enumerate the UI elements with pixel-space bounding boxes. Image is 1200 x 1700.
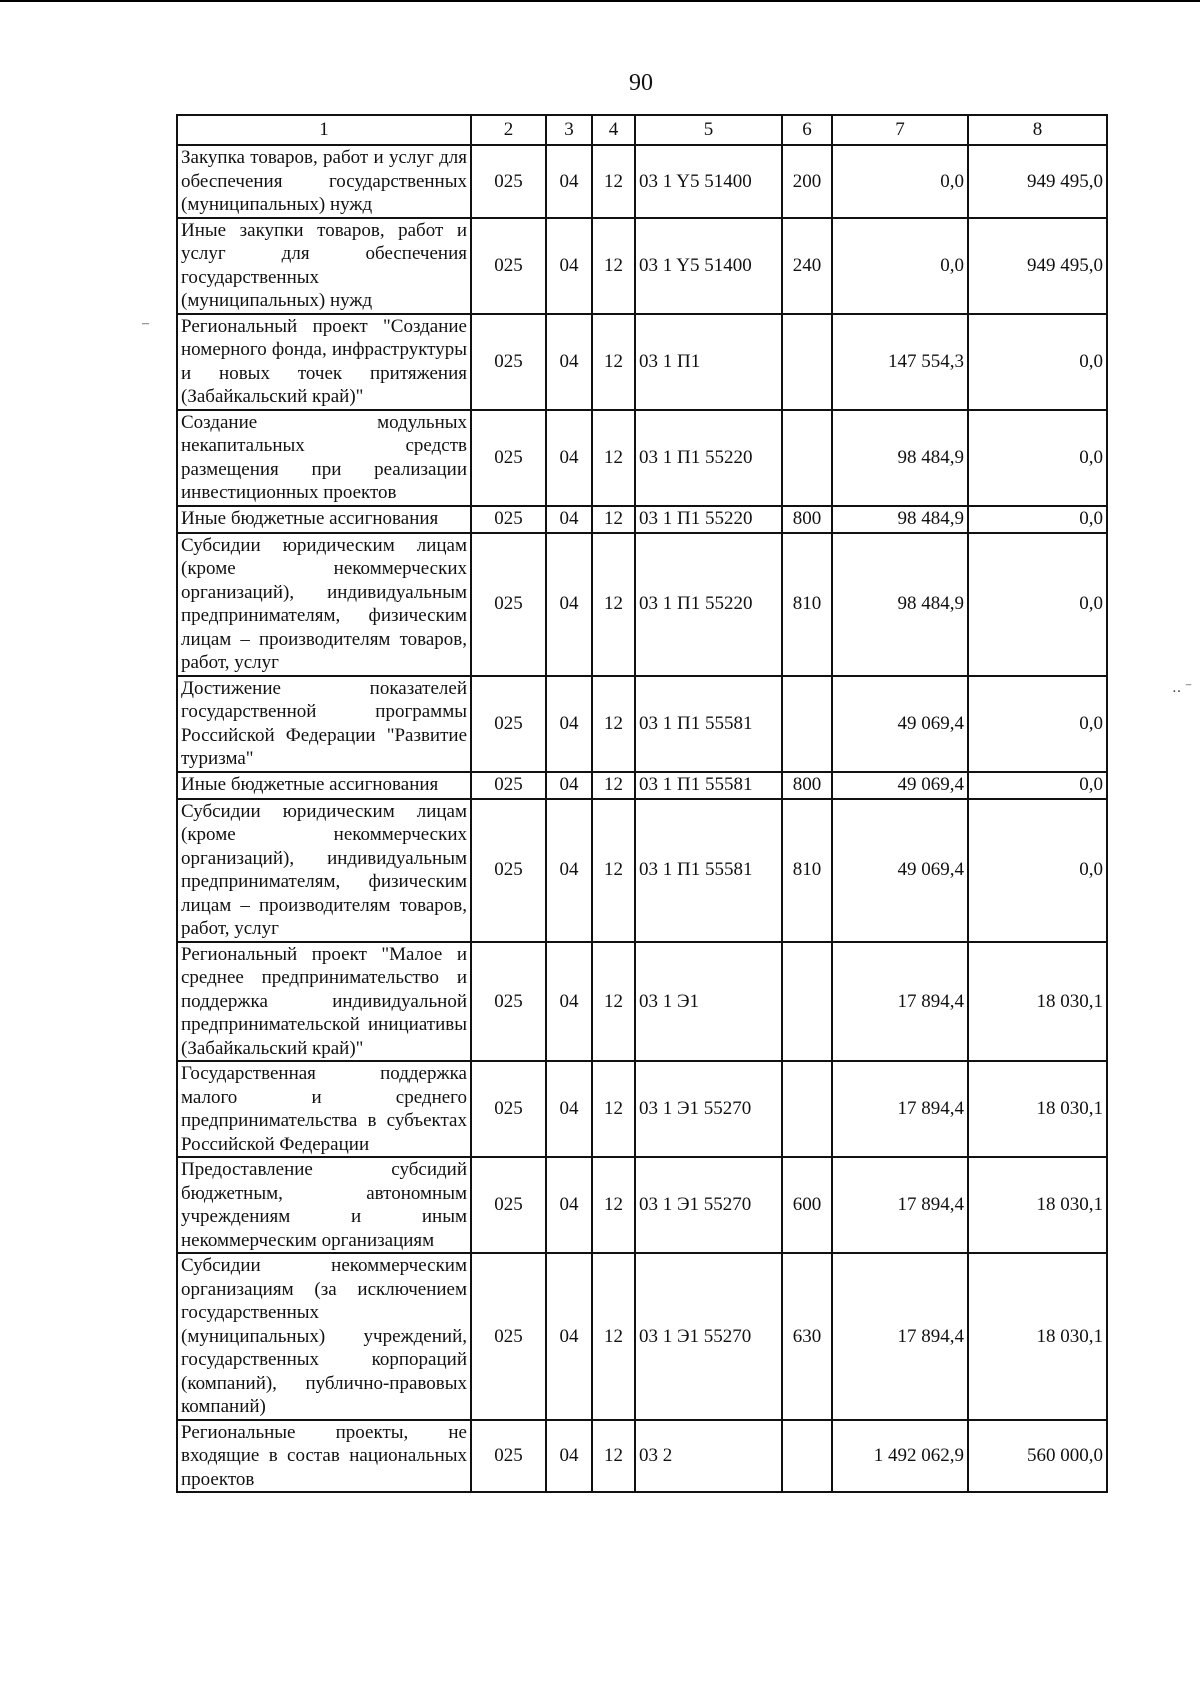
cell-ministry-code: 025 (471, 314, 546, 410)
cell-amount-col7: 49 069,4 (832, 676, 968, 772)
page-edge (0, 0, 1200, 2)
cell-amount-col8: 0,0 (968, 314, 1107, 410)
cell-section: 04 (546, 1420, 592, 1493)
cell-target-article: 03 1 Э1 (635, 942, 782, 1062)
cell-amount-col8: 949 495,0 (968, 145, 1107, 218)
cell-subsection: 12 (592, 314, 635, 410)
table-row (177, 1253, 1107, 1420)
cell-subsection: 12 (592, 799, 635, 942)
cell-section: 04 (546, 533, 592, 676)
cell-description: Субсидии юридическим лицам (кроме некоммерческих организаций), индивидуальным предпринимателям, физическим лицам – производителям товаров, работ, услуг (177, 533, 471, 676)
cell-target-article: 03 1 Э1 55270 (635, 1157, 782, 1253)
cell-expense-type: 810 (782, 533, 832, 676)
cell-section: 04 (546, 506, 592, 533)
cell-target-article: 03 1 П1 (635, 314, 782, 410)
cell-description: Создание модульных некапитальных средств размещения при реализации инвестиционных проектов (177, 410, 471, 506)
cell-ministry-code: 025 (471, 218, 546, 314)
column-header: 1 (177, 115, 471, 145)
cell-amount-col7: 98 484,9 (832, 533, 968, 676)
cell-target-article: 03 1 Y5 51400 (635, 218, 782, 314)
cell-amount-col7: 49 069,4 (832, 799, 968, 942)
table-row (177, 410, 1107, 506)
table-row (177, 772, 1107, 799)
cell-target-article: 03 1 П1 55220 (635, 410, 782, 506)
table-row (177, 506, 1107, 533)
cell-amount-col8: 0,0 (968, 799, 1107, 942)
table-row (177, 676, 1107, 772)
cell-amount-col8: 560 000,0 (968, 1420, 1107, 1493)
table-row (177, 1420, 1107, 1493)
cell-expense-type (782, 314, 832, 410)
table-row (177, 799, 1107, 942)
cell-ministry-code: 025 (471, 1061, 546, 1157)
cell-ministry-code: 025 (471, 1157, 546, 1253)
cell-description: Иные бюджетные ассигнования (177, 506, 471, 533)
cell-expense-type (782, 410, 832, 506)
cell-subsection: 12 (592, 410, 635, 506)
cell-amount-col7: 98 484,9 (832, 410, 968, 506)
cell-ministry-code: 025 (471, 506, 546, 533)
cell-amount-col7: 0,0 (832, 145, 968, 218)
cell-target-article: 03 1 Э1 55270 (635, 1061, 782, 1157)
column-header: 2 (471, 115, 546, 145)
cell-section: 04 (546, 314, 592, 410)
table-row (177, 942, 1107, 1062)
cell-target-article: 03 2 (635, 1420, 782, 1493)
column-header: 5 (635, 115, 782, 145)
scan-mark: ‥ ⁻ (1172, 681, 1193, 696)
cell-expense-type (782, 676, 832, 772)
cell-expense-type (782, 1061, 832, 1157)
cell-description: Региональный проект "Малое и среднее предпринимательство и поддержка индивидуальной предпринимательской инициативы (Забайкальский край)" (177, 942, 471, 1062)
cell-amount-col7: 1 492 062,9 (832, 1420, 968, 1493)
cell-target-article: 03 1 П1 55220 (635, 506, 782, 533)
cell-expense-type (782, 1420, 832, 1493)
cell-section: 04 (546, 410, 592, 506)
cell-subsection: 12 (592, 942, 635, 1062)
header-row (177, 115, 1107, 145)
cell-section: 04 (546, 799, 592, 942)
cell-description: Закупка товаров, работ и услуг для обеспечения государственных (муниципальных) нужд (177, 145, 471, 218)
budget-table (176, 114, 1108, 1493)
cell-subsection: 12 (592, 1061, 635, 1157)
cell-target-article: 03 1 П1 55581 (635, 676, 782, 772)
cell-expense-type: 240 (782, 218, 832, 314)
cell-target-article: 03 1 П1 55220 (635, 533, 782, 676)
cell-ministry-code: 025 (471, 533, 546, 676)
cell-amount-col8: 18 030,1 (968, 1253, 1107, 1420)
cell-ministry-code: 025 (471, 799, 546, 942)
cell-description: Субсидии юридическим лицам (кроме некоммерческих организаций), индивидуальным предпринимателям, физическим лицам – производителям товаров, работ, услуг (177, 799, 471, 942)
cell-amount-col8: 0,0 (968, 506, 1107, 533)
cell-subsection: 12 (592, 145, 635, 218)
cell-description: Предоставление субсидий бюджетным, автономным учреждениям и иным некоммерческим организациям (177, 1157, 471, 1253)
cell-description: Государственная поддержка малого и среднего предпринимательства в субъектах Российской Федерации (177, 1061, 471, 1157)
cell-section: 04 (546, 772, 592, 799)
cell-subsection: 12 (592, 533, 635, 676)
cell-ministry-code: 025 (471, 145, 546, 218)
cell-amount-col8: 0,0 (968, 772, 1107, 799)
cell-amount-col8: 0,0 (968, 410, 1107, 506)
cell-section: 04 (546, 145, 592, 218)
cell-expense-type: 600 (782, 1157, 832, 1253)
cell-section: 04 (546, 942, 592, 1062)
column-header: 8 (968, 115, 1107, 145)
cell-target-article: 03 1 П1 55581 (635, 799, 782, 942)
cell-expense-type: 810 (782, 799, 832, 942)
table-row (177, 1061, 1107, 1157)
column-header: 3 (546, 115, 592, 145)
table-row (177, 1157, 1107, 1253)
cell-amount-col7: 17 894,4 (832, 1253, 968, 1420)
cell-description: Субсидии некоммерческим организациям (за исключением государственных (муниципальных) учреждений, государственных корпораций (компаний), публично-правовых компаний) (177, 1253, 471, 1420)
cell-ministry-code: 025 (471, 772, 546, 799)
page-number: 90 (629, 70, 653, 96)
cell-amount-col7: 17 894,4 (832, 942, 968, 1062)
table-row (177, 533, 1107, 676)
cell-amount-col8: 18 030,1 (968, 1157, 1107, 1253)
table-row (177, 218, 1107, 314)
cell-subsection: 12 (592, 1157, 635, 1253)
cell-amount-col8: 18 030,1 (968, 942, 1107, 1062)
cell-ministry-code: 025 (471, 410, 546, 506)
table-row (177, 145, 1107, 218)
cell-subsection: 12 (592, 1420, 635, 1493)
cell-ministry-code: 025 (471, 676, 546, 772)
cell-target-article: 03 1 Э1 55270 (635, 1253, 782, 1420)
cell-subsection: 12 (592, 1253, 635, 1420)
scan-mark: – (142, 316, 149, 331)
table-row (177, 314, 1107, 410)
cell-ministry-code: 025 (471, 1420, 546, 1493)
cell-ministry-code: 025 (471, 942, 546, 1062)
cell-target-article: 03 1 Y5 51400 (635, 145, 782, 218)
column-header: 7 (832, 115, 968, 145)
column-header: 6 (782, 115, 832, 145)
cell-amount-col8: 0,0 (968, 676, 1107, 772)
cell-subsection: 12 (592, 676, 635, 772)
cell-expense-type: 800 (782, 772, 832, 799)
cell-subsection: 12 (592, 218, 635, 314)
cell-section: 04 (546, 1157, 592, 1253)
cell-ministry-code: 025 (471, 1253, 546, 1420)
cell-amount-col7: 17 894,4 (832, 1157, 968, 1253)
column-header: 4 (592, 115, 635, 145)
cell-section: 04 (546, 1061, 592, 1157)
cell-subsection: 12 (592, 506, 635, 533)
cell-description: Достижение показателей государственной программы Российской Федерации "Развитие туризма" (177, 676, 471, 772)
cell-amount-col7: 0,0 (832, 218, 968, 314)
cell-expense-type: 630 (782, 1253, 832, 1420)
cell-amount-col7: 98 484,9 (832, 506, 968, 533)
cell-description: Региональный проект "Создание номерного фонда, инфраструктуры и новых точек притяжения (Забайкальский край)" (177, 314, 471, 410)
cell-subsection: 12 (592, 772, 635, 799)
cell-expense-type (782, 942, 832, 1062)
cell-description: Иные бюджетные ассигнования (177, 772, 471, 799)
cell-expense-type: 200 (782, 145, 832, 218)
cell-target-article: 03 1 П1 55581 (635, 772, 782, 799)
cell-section: 04 (546, 1253, 592, 1420)
cell-description: Региональные проекты, не входящие в состав национальных проектов (177, 1420, 471, 1493)
cell-expense-type: 800 (782, 506, 832, 533)
cell-amount-col7: 147 554,3 (832, 314, 968, 410)
cell-section: 04 (546, 218, 592, 314)
cell-amount-col8: 949 495,0 (968, 218, 1107, 314)
cell-amount-col8: 0,0 (968, 533, 1107, 676)
cell-description: Иные закупки товаров, работ и услуг для обеспечения государственных (муниципальных) нужд (177, 218, 471, 314)
cell-amount-col7: 17 894,4 (832, 1061, 968, 1157)
cell-amount-col7: 49 069,4 (832, 772, 968, 799)
cell-amount-col8: 18 030,1 (968, 1061, 1107, 1157)
cell-section: 04 (546, 676, 592, 772)
